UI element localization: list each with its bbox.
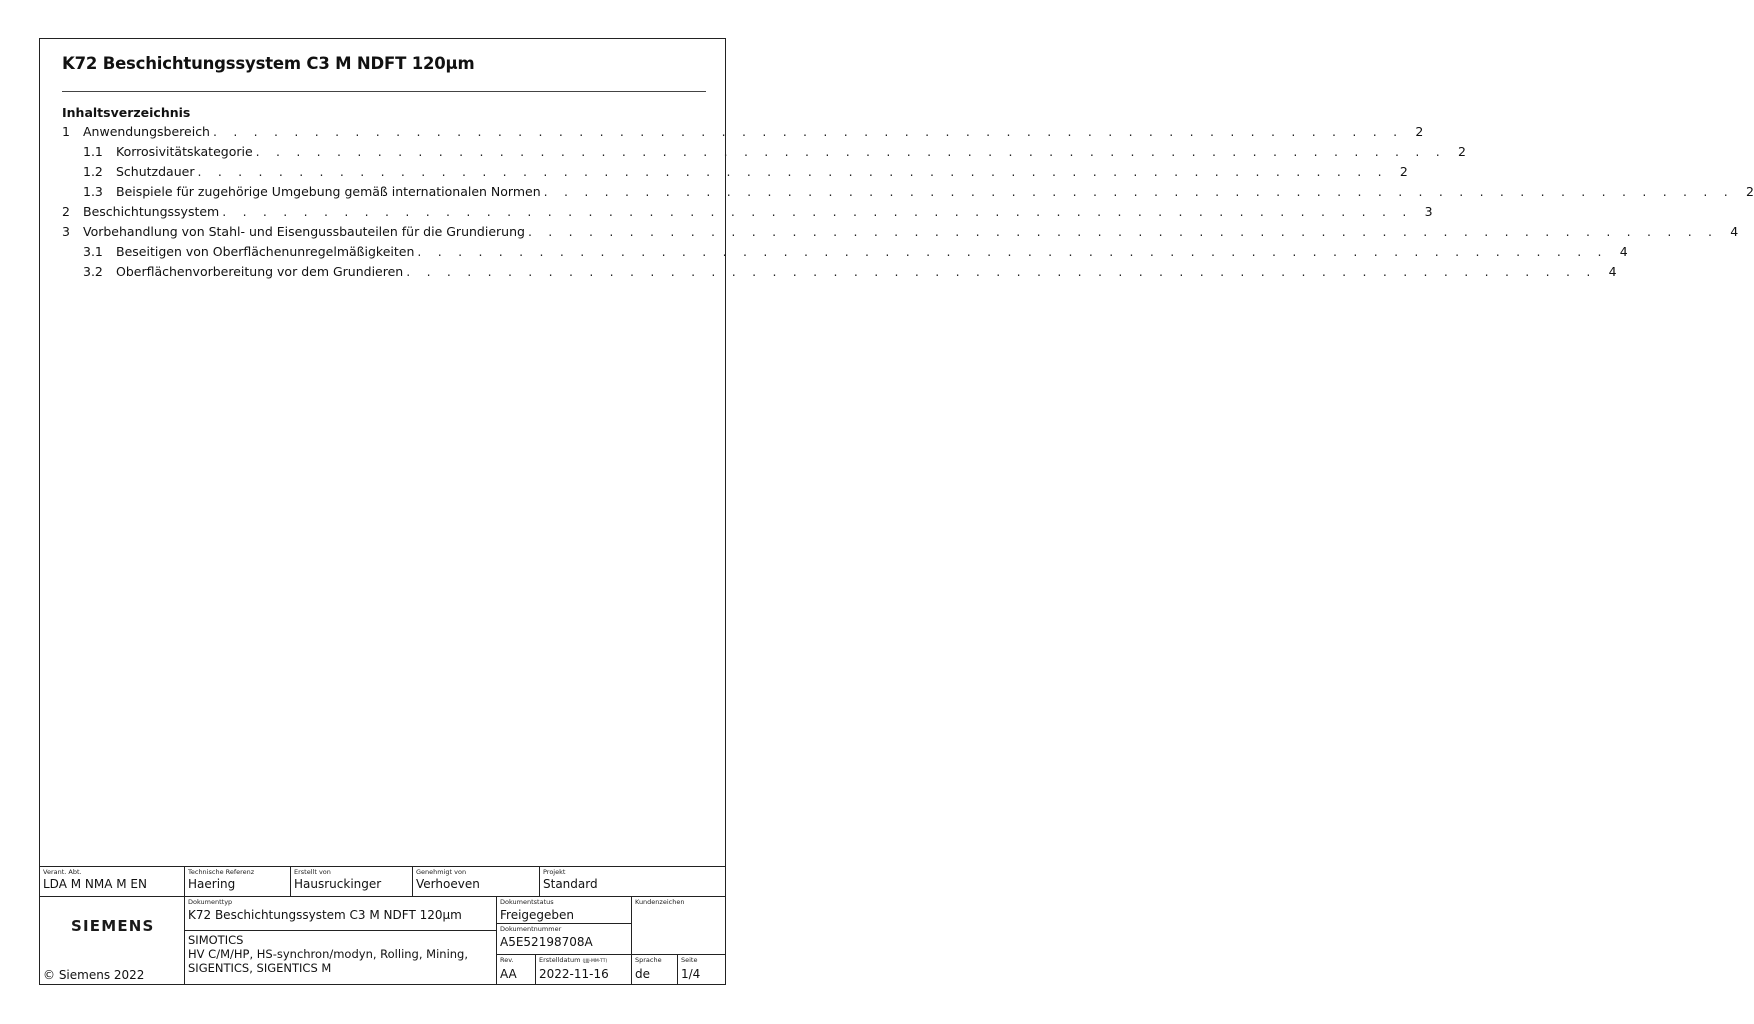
toc-entry-text: Beseitigen von Oberflächenunregelmäßigkeiten [116,244,415,259]
doktyp-label: Dokumenttyp [188,898,233,906]
toc-leader-dots: . . . . . . . . . . . . . . . . . . . . . . . . . . . . . . . . . . . . . . . . . . . . . . . . . . . . . . . . . . . [406,264,1597,279]
toc-leader-dots: . . . . . . . . . . . . . . . . . . . . . . . . . . . . . . . . . . . . . . . . . . . . . . . . . . . . . . . . . . . [197,164,1388,179]
toc-entry[interactable] [62,122,1424,142]
toc-leader-dots: . . . . . . . . . . . . . . . . . . . . . . . . . . . . . . . . . . . . . . . . . . . . . . . . . . . . . . . . . . . [222,204,1413,219]
toc-entry-number: 3.1 [83,244,103,259]
toc-entry-text: Vorbehandlung von Stahl- und Eisengussbauteilen für die Grundierung [83,224,525,239]
toc-entry-text: Beispiele für zugehörige Umgebung gemäß internationalen Normen [116,184,541,199]
toc-entry-number: 1 [62,124,70,139]
rev-cell [496,954,535,985]
product-line: SIMOTICS [188,933,244,947]
toc-entry-page: 4 [1619,244,1628,259]
title-divider [62,91,706,92]
toc-entry-number: 2 [62,204,70,219]
toc-entry-page: 2 [1415,124,1424,139]
nummer-label: Dokumentnummer [500,925,562,933]
kunden-label: Kundenzeichen [635,898,685,906]
toc-leader-dots: . . . . . . . . . . . . . . . . . . . . . . . . . . . . . . . . . . . . . . . . . . . . . . . . . . . . . . . . . . . [212,124,1404,139]
kunden-cell [631,896,726,954]
toc-entry-page: 2 [1745,184,1754,199]
seite-value: 1/4 [681,967,701,981]
toc-leader-dots: . . . . . . . . . . . . . . . . . . . . . . . . . . . . . . . . . . . . . . . . . . . . . . . . . . . . . . . . . . . [417,244,1608,259]
nummer-cell [496,923,631,954]
toc-entry[interactable] [62,162,1408,182]
toc-entry[interactable] [62,182,1754,202]
toc-entry[interactable] [62,242,1628,262]
datum-value: 2022-11-16 [539,967,609,981]
toc-entry-page: 2 [1457,144,1466,159]
toc-entry[interactable] [62,142,1466,162]
verant-value: LDA M NMA M EN [43,877,147,891]
datum-label: Erstelldatum (JJJJ-MM-TT) [539,956,608,964]
seite-cell [677,954,726,985]
toc-entry-page: 4 [1608,264,1617,279]
verant-cell [39,866,184,896]
verant-label: Verant. Abt. [43,868,82,876]
projekt-label: Projekt [543,868,566,876]
toc-entry[interactable] [62,222,1739,242]
toc-leader-dots: . . . . . . . . . . . . . . . . . . . . . . . . . . . . . . . . . . . . . . . . . . . . . . . . . . . . . . . . . . . [527,224,1719,239]
sprache-cell [631,954,677,985]
toc-entry-number: 3.2 [83,264,103,279]
toc-leader-dots: . . . . . . . . . . . . . . . . . . . . . . . . . . . . . . . . . . . . . . . . . . . . . . . . . . . . . . . . . . . [255,144,1446,159]
product-line: SIGENTICS, SIGENTICS M [188,961,332,975]
toc-entry-number: 1.2 [83,164,103,179]
toc-entry-number: 1.3 [83,184,103,199]
toc-entry[interactable] [62,262,1617,282]
toc-entry-page: 3 [1424,204,1433,219]
toc-entry-number: 1.1 [83,144,103,159]
genehmigt-value: Verhoeven [416,877,480,891]
techref-label: Technische Referenz [188,868,255,876]
doctype-rule [184,930,496,931]
nummer-value: A5E52198708A [500,935,593,949]
toc-heading: Inhaltsverzeichnis [62,105,191,120]
genehmigt-cell [412,866,539,896]
toc-entry-text: Schutzdauer [116,164,195,179]
techref-value: Haering [188,877,236,891]
erstellt-label: Erstellt von [294,868,331,876]
toc-entry-text: Oberflächenvorbereitung vor dem Grundieren [116,264,404,279]
rev-label: Rev. [500,956,514,964]
toc-entry[interactable] [62,202,1433,222]
erstellt-value: Hausruckinger [294,877,382,891]
product-lines [188,933,468,975]
toc-leader-dots: . . . . . . . . . . . . . . . . . . . . . . . . . . . . . . . . . . . . . . . . . . . . . . . . . . . . . . . . . . . [543,184,1734,199]
toc-entry-number: 3 [62,224,70,239]
status-value: Freigegeben [500,908,575,922]
document-title: K72 Beschichtungssystem C3 M NDFT 120µm [62,54,475,73]
toc-entry-page: 4 [1730,224,1739,239]
doktyp-cell [184,896,496,930]
status-cell [496,896,631,923]
doktyp-value: K72 Beschichtungssystem C3 M NDFT 120µm [188,908,462,922]
siemens-logo: SIEMENS [71,917,155,935]
table-of-contents [62,122,1754,282]
datum-cell [535,954,631,985]
projekt-cell [539,866,726,896]
sprache-value: de [635,967,650,981]
erstellt-cell [290,866,412,896]
product-line: HV C/M/HP, HS-synchron/modyn, Rolling, Mining, [188,947,469,961]
copyright: © Siemens 2022 [43,968,145,982]
status-label: Dokumentstatus [500,898,554,906]
genehmigt-label: Genehmigt von [416,868,467,876]
toc-entry-text: Korrosivitätskategorie [116,144,253,159]
projekt-value: Standard [543,877,598,891]
rev-value: AA [500,967,517,981]
toc-entry-text: Beschichtungssystem [83,204,220,219]
seite-label: Seite [681,956,698,964]
toc-entry-page: 2 [1399,164,1408,179]
title-block [39,866,726,985]
toc-entry-text: Anwendungsbereich [83,124,210,139]
techref-cell [184,866,290,896]
sprache-label: Sprache [635,956,662,964]
